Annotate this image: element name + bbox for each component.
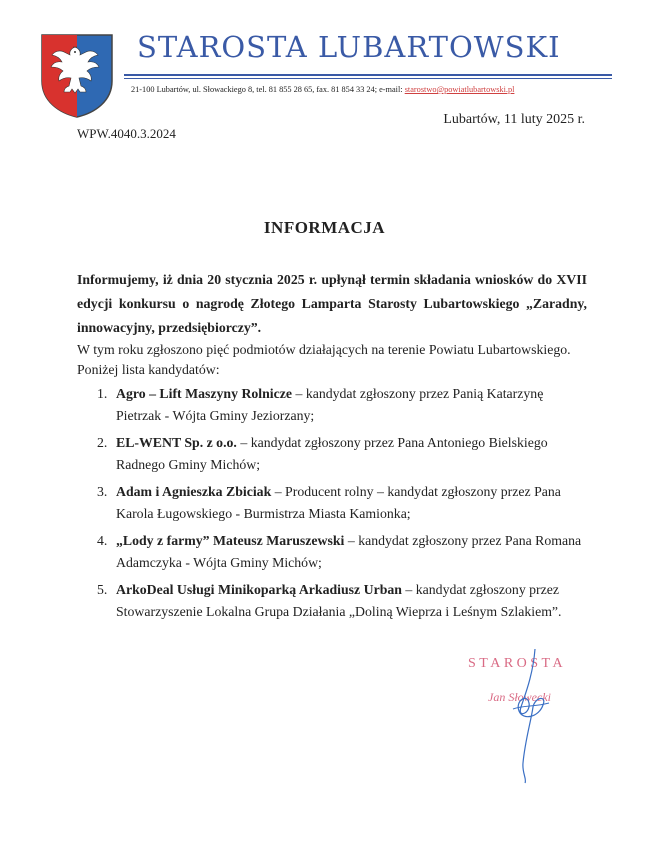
candidate-name: Agro – Lift Maszyny Rolnicze [116, 386, 293, 401]
candidate-name: ArkoDeal Usługi Minikoparką Arkadiusz Urban [116, 582, 402, 597]
intro-paragraph [77, 268, 587, 340]
candidate-name: „Lody z farmy” Mateusz Maruszewski [116, 533, 345, 548]
list-number: 5. [97, 582, 108, 597]
candidate-name: EL-WENT Sp. z o.o. [116, 435, 237, 450]
email-link[interactable]: starostwo@powiatlubartowski.pl [404, 85, 515, 94]
letterhead-title: STAROSTA LUBARTOWSKI [137, 30, 561, 64]
list-number: 4. [97, 533, 108, 548]
document-heading: INFORMACJA [263, 218, 386, 237]
handwritten-signature [495, 645, 565, 785]
list-item [97, 579, 587, 622]
intro-line: innowacyjny, przedsiębiorczy”. [77, 320, 262, 335]
intro-line: Informujemy, iż dnia 20 stycznia 2025 r. upłynął termin składania wniosków do XVII [77, 272, 587, 287]
candidate-desc: – kandydat zgłoszony przez Stowarzyszenie Lokalna Grupa Działania „Doliną Wieprza i Leśnym Szlakiem”. [116, 582, 562, 619]
document-reference: WPW.4040.3.2024 [77, 126, 176, 141]
coat-of-arms-logo [40, 33, 114, 119]
list-number: 2. [97, 435, 108, 450]
list-item [97, 530, 587, 573]
stamp-name: Jan Słowecki [488, 690, 551, 704]
list-number: 3. [97, 484, 108, 499]
letterhead-address [131, 85, 611, 94]
letterhead-rule-thin [124, 78, 612, 79]
place-date: Lubartów, 11 luty 2025 r. [443, 112, 585, 127]
letterhead-rule [124, 74, 612, 76]
summary-text: W tym roku zgłoszono pięć podmiotów działających na terenie Powiatu Lubartowskiego. [77, 342, 571, 357]
list-item [97, 481, 587, 524]
list-item [97, 432, 587, 475]
stamp-title: STAROSTA [468, 656, 567, 671]
address-text: 21-100 Lubartów, ul. Słowackiego 8, tel. 81 855 28 65, fax. 81 854 33 24; e-mail: [131, 85, 405, 94]
intro-line: edycji konkursu o nagrodę Złotego Lamparta Starosty Lubartowskiego „Zaradny, [77, 296, 587, 311]
candidate-name: Adam i Agnieszka Zbiciak [116, 484, 272, 499]
candidate-desc: – kandydat zgłoszony przez Panią Katarzynę Pietrzak - Wójta Gminy Jeziorzany; [116, 386, 544, 423]
list-intro: Poniżej lista kandydatów: [77, 362, 220, 377]
candidate-desc: – kandydat zgłoszony przez Pana Antoniego Bielskiego Radnego Gminy Michów; [116, 435, 548, 472]
list-number: 1. [97, 386, 108, 401]
list-item [97, 383, 587, 426]
candidate-desc: – Producent rolny – kandydat zgłoszony przez Pana Karola Ługowskiego - Burmistrza Miasta Kamionka; [116, 484, 561, 521]
candidate-list [97, 383, 587, 628]
candidate-desc: – kandydat zgłoszony przez Pana Romana Adamczyka - Wójta Gminy Michów; [116, 533, 582, 570]
